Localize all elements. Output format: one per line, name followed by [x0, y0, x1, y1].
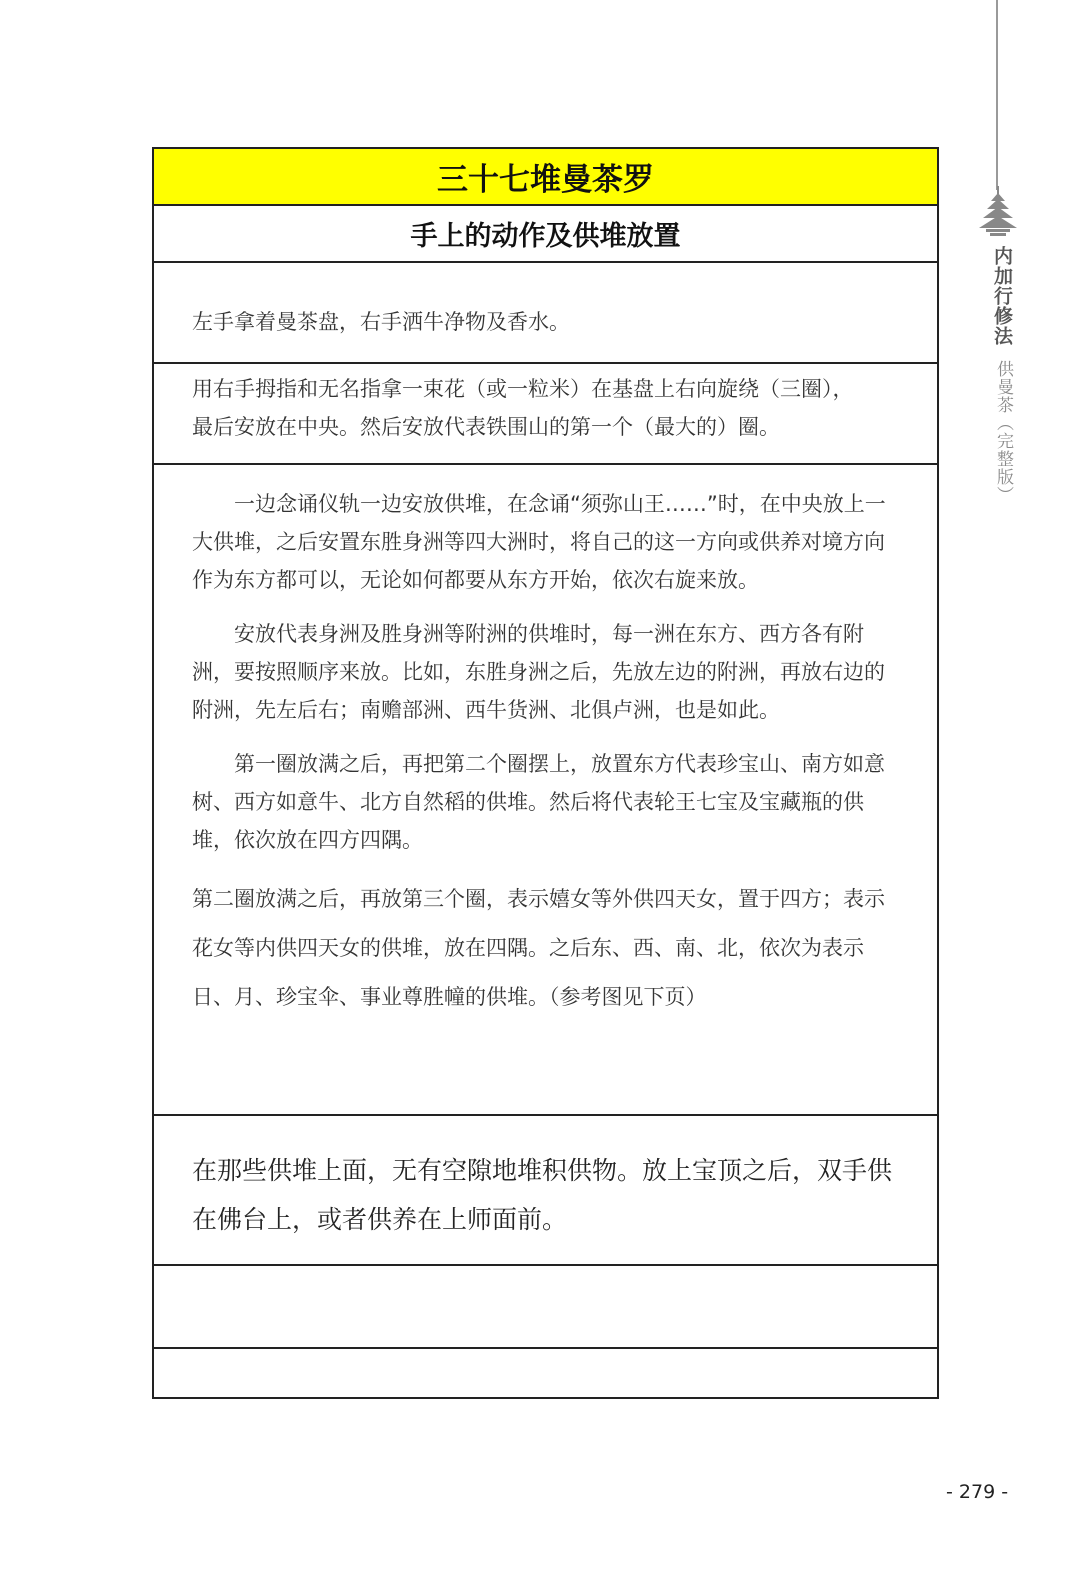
- empty-table-row: [154, 1266, 937, 1349]
- section-subtitle-vertical: 供曼茶（完整版）: [993, 360, 1013, 504]
- table-subtitle: 手上的动作及供堆放置: [154, 206, 937, 263]
- table-row: [154, 364, 937, 465]
- page-number: - 279 -: [946, 1481, 1009, 1503]
- paragraph: 第二圈放满之后，再放第三个圈，表示嬉女等外供四天女，置于四方；表示花女等内供四天女的供堆，放在四隅。之后东、西、南、北，依次为表示日、月、珍宝伞、事业尊胜幢的供堆。（参考图见下页）: [192, 887, 885, 1009]
- instruction-table: [152, 147, 939, 1399]
- table-row: [154, 1116, 937, 1266]
- row-text: 在那些供堆上面，无有空隙地堆积供物。放上宝顶之后，双手供在佛台上，或者供养在上师面前。: [192, 1156, 893, 1234]
- margin-rule: [996, 0, 998, 190]
- paragraph: 一边念诵仪轨一边安放供堆，在念诵“须弥山王……”时，在中央放上一大供堆，之后安置东胜身洲等四大洲时，将自己的这一方向或供养对境方向作为东方都可以，无论如何都要从东方开始，依次右旋来放。: [192, 492, 886, 592]
- table-title: 三十七堆曼茶罗: [154, 149, 937, 206]
- paragraph: 安放代表身洲及胜身洲等附洲的供堆时，每一洲在东方、西方各有附洲，要按照顺序来放。比如，东胜身洲之后，先放左边的附洲，再放右边的附洲，先左后右；南赡部洲、西牛货洲、北俱卢洲，也是如此。: [192, 622, 885, 722]
- pagoda-icon: [978, 186, 1018, 240]
- table-row: [154, 465, 937, 1116]
- table-row: [154, 263, 937, 364]
- row-text-line: 用右手拇指和无名指拿一束花（或一粒米）在基盘上右向旋绕（三圈），: [192, 377, 854, 401]
- row-text-line: 最后安放在中央。然后安放代表铁围山的第一个（最大的）圈。: [192, 415, 780, 439]
- paragraph: 第一圈放满之后，再把第二个圈摆上，放置东方代表珍宝山、南方如意树、西方如意牛、北方自然稻的供堆。然后将代表轮王七宝及宝藏瓶的供堆，依次放在四方四隅。: [192, 752, 885, 852]
- row-text: 左手拿着曼茶盘，右手洒牛净物及香水。: [192, 309, 570, 334]
- empty-table-row: [154, 1349, 937, 1397]
- section-title-vertical: 内加行修法: [991, 246, 1013, 346]
